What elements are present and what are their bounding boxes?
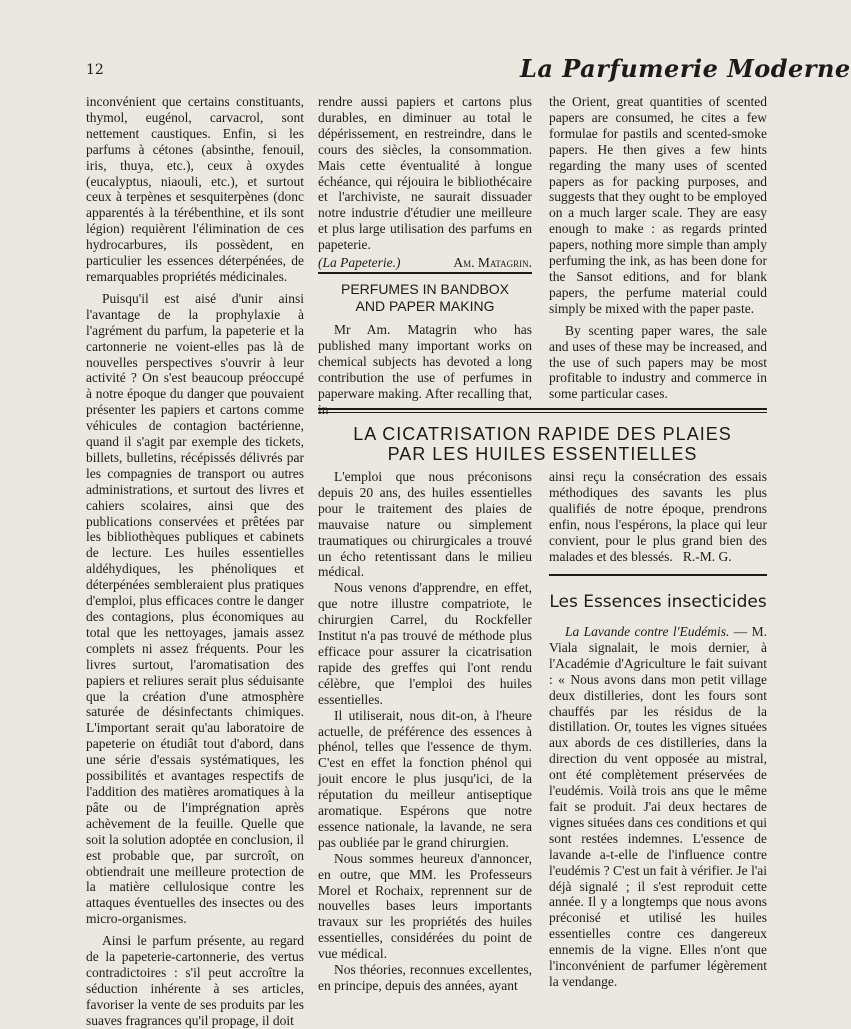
column-1: [86, 94, 304, 1029]
paragraph-text: — M. Viala signalait, le mois dernier, à l'Académie d'Agriculture le fait suivant : « Nous avons dans mon petit village deux distilleries, dont les fours sont chauffés par les résidus de la distillation. Or, toutes les vignes situées aux abords de ces distilleries, dans la direction du vent opposée au mistral, ont été complètement préservées de l'eudémis. Voilà trois ans que le même fait se produit. J'ai deux hectares de vignes situées dans ces conditions et qui sont restées indemnes. L'essence de lavande a-t-elle de l'influence contre l'eudémis ? C'est un fait à vérifier. Je l'ai déjà signalé ; il s'est reproduit cette année. Il y a longtemps que nous avons préconisé et utilisé les huiles essentielles contre ces dangereux ennemis de la vigne. Elles n'ont que l'inconvénient de parfumer légèrement la vendange.: [549, 624, 767, 989]
paragraph-text: ainsi reçu la consécration des essais méthodiques des savants les plus qualifiés de notre époque, prendrons enfin, nous l'espérons, la place qui leur convient, pour le plus grand bien des malades et des blessés.: [549, 469, 767, 564]
paragraph: L'emploi que nous préconisons depuis 20 ans, des huiles essentielles pour le traitement des plaies de mauvaise nature ou simplement traumatiques ou chirurgicales a trouvé un écho retentissant dans le milieu médical.: [318, 469, 532, 580]
column-2-top: [318, 94, 532, 271]
article-signature: [318, 255, 532, 271]
paragraph: inconvénient que certains constituants, thymol, eugénol, carvacrol, sont nettement caustiques. Enfin, si les parfums à cétones (absinthe, fenouil, iris, thuya, etc.), ceux à oxydes (eucalyptus, niaouli, etc.), et surtout ceux à terpènes et sesquiterpènes (donc apparentés à la térébenthine, et ils sont légion) requièrent l'élimination de ces hydrocarbures, ils possèdent, en particulier les essences déterpénées, de remarquables propriétés médicinales.: [86, 94, 304, 284]
paragraph: Ainsi le parfum présente, au regard de la papeterie-cartonnerie, des vertus contradictoires : s'il peut accroître la séduction inhérente à ses articles, favoriser la vente de ses produits par les suaves fragrances qu'il propage, il doit: [86, 933, 304, 1028]
source-citation: (La Papeterie.): [318, 255, 401, 271]
perfumes-body: [318, 322, 532, 417]
thin-rule: [318, 412, 767, 413]
paragraph: Mr Am. Matagrin who has published many important works on chemical subjects has devoted a long contribution the use of perfumes in paperware making. After recalling that,: [318, 322, 532, 401]
heavy-rule: [318, 408, 767, 410]
cicatrisation-heading: [318, 424, 767, 464]
heading-line: LA CICATRISATION RAPIDE DES PLAIES: [353, 424, 732, 444]
section-divider: [318, 272, 532, 274]
signature: R.-M. G.: [682, 548, 732, 564]
masthead-title: La Parfumerie Moderne: [520, 54, 851, 83]
paragraph: By scenting paper wares, the sale and uses of these may be increased, and the use of such papers may be most profitable to industry and commerce in some particular cases.: [549, 322, 767, 402]
italic-lead: La Lavande contre l'Eudémis.: [565, 624, 730, 639]
perfumes-heading: [318, 281, 532, 315]
paragraph: Puisqu'il est aisé d'unir ainsi l'avantage de la prophylaxie à l'agrément du parfum, la papeterie et la cartonnerie ne voient-elles pas là de nouvelles perspectives s'ouvrir à leur activité ? On s'est beaucoup préoccupé à notre époque du danger que pouvaient présenter les papiers et cartons comme véhicules de contagion bactérienne, quand il s'agit par exemple des tickets, billets, bulletins, récépissés délivrés par les compagnies de transport ou autres administrations, et surtout des livres et cahiers scolaires, ainsi que des publications conservées et prêtées par les bibliothèques publiques et cabinets de lecture. Les huiles essentielles aldéhydiques, les phénoliques et déterpénées sembleraient plus pratiques d'emploi, plus efficaces contre le danger des contagions, plus économiques au total que les nettoyages, jamais assez complets ni assez fréquents. Pour les livres surtout, l'aromatisation des papiers et reliures serait plus séduisante que la création d'une atmosphère saturée de désinfectants chimiques. L'important serait qu'au laboratoire de papeterie on étudiât tout d'abord, dans une série d'essais systématiques, les possibilités et avantages respectifs de l'addition des matières aromatiques à la pâte ou de l'imprégnation après achèvement de la feuille. Quelle que soit la solution adoptée en conclusion, il est probable que, par surcroît, on obtiendrait une meilleure protection de la matière cellulosique contre les attaques éventuelles des insectes ou des micro-organismes.: [86, 290, 304, 927]
paragraph: Nous sommes heureux d'annoncer, en outre, que MM. les Professeurs Morel et Rochaix, reprennent sur de nouvelles bases leurs importants travaux sur les propriétés des huiles essentielles, considérées du point de vue médical.: [318, 850, 532, 962]
page-number: 12: [86, 62, 104, 78]
author-name: Am. Matagrin.: [453, 255, 532, 271]
paragraph: Nous venons d'apprendre, en effet, que notre illustre compatriote, le chirurgien Carrel, du Rockfeller Institut n'a pas trouvé de méthode plus efficace pour assurer la cicatrisation rapide des greffes qui l'ont rendu célèbre, que l'emploi des huiles essentielles.: [318, 580, 532, 707]
column-5: [549, 469, 767, 564]
heading-line: PERFUMES IN BANDBOX: [340, 281, 510, 297]
paragraph: Nos théories, reconnues excellentes, en principe, depuis des années, ayant: [318, 962, 532, 993]
section-divider: [549, 574, 767, 576]
paragraph: Il utiliserait, nous dit-on, à l'heure actuelle, de préférence des essences à phénol, telles que l'essence de thym. C'est en effet la fonction phénol qui jouit encore le plus jusqu'ici, de la réputation du meilleur antiseptique aromatique. Espérons que notre essence nationale, la lavande, ne sera pas oubliée par le grand chirurgien.: [318, 707, 532, 850]
column-3-top: [549, 94, 767, 402]
paragraph: rendre aussi papiers et cartons plus durables, en diminuer au total le dépérissement, en restreindre, dans le cours des siècles, la consommation. Mais cette éventualité à longue échéance, qui réjouira le bibliothécaire et l'archiviste, ne saurait dissuader notre industrie d'étudier une meilleure et plus large utilisation des parfums en papeterie.: [318, 94, 532, 253]
essences-heading: Les Essences insecticides: [549, 592, 767, 612]
paragraph: the Orient, great quantities of scented papers are consumed, he cites a few formulae for pastils and scented-smoke papers. He then gives a few hints regarding the many uses of scented papers as for packing purposes, and suggests that they ought to be employed on a much larger scale. They are easy enough to make : as regards printed papers, nothing more simple than amply perfuming the ink, as has been done for the Sansot editions, and for blank papers, the perfume material could simply be mixed with the paper paste.: [549, 94, 767, 316]
heading-line: AND PAPER MAKING: [355, 298, 495, 314]
paragraph: [549, 469, 767, 564]
paragraph: [549, 624, 767, 990]
column-4: [318, 469, 532, 994]
column-6: [549, 624, 767, 990]
heading-line: PAR LES HUILES ESSENTIELLES: [387, 444, 698, 464]
